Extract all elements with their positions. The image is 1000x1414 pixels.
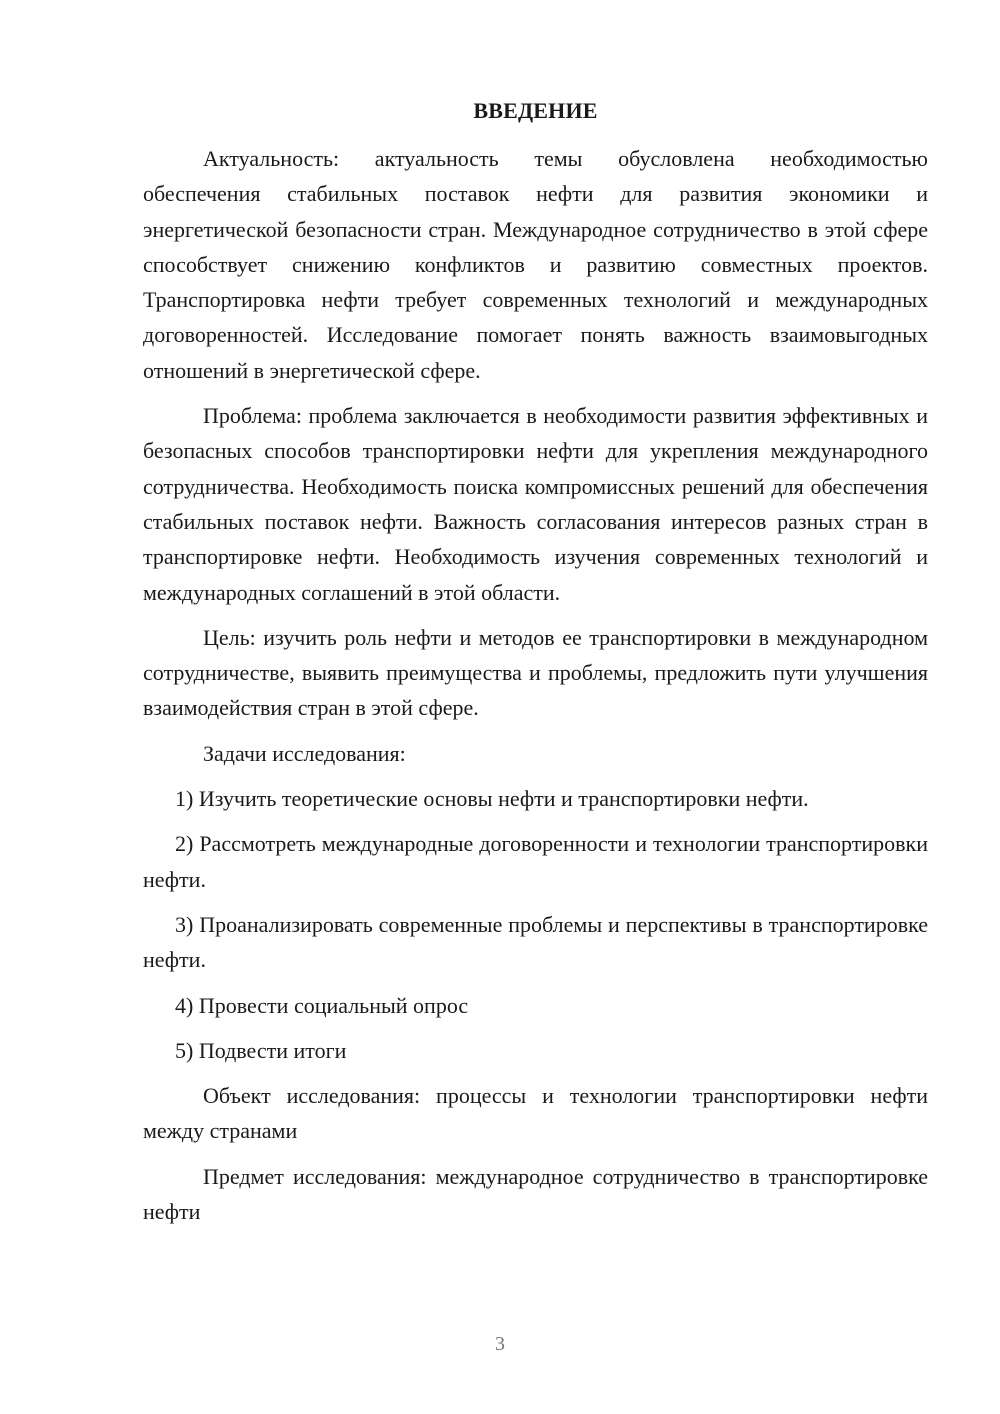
paragraph-goal: Цель: изучить роль нефти и методов ее транспортировки в международном сотрудничестве, выявить преимущества и проблемы, предложить пути улучшения взаимодействия стран в этой сфере. [143,624,928,721]
document-body [143,141,928,1239]
paragraph-subject: Предмет исследования: международное сотрудничество в транспортировке нефти [143,1163,928,1225]
task-item-1: 1) Изучить теоретические основы нефти и транспортировки нефти. [175,786,809,812]
task-item-4: 4) Провести социальный опрос [175,992,469,1018]
section-title: ВВЕДЕНИЕ [473,98,598,123]
tasks-heading: Задачи исследования: [203,740,406,766]
task-item-2: 2) Рассмотреть международные договоренности и технологии транспортировки нефти. [143,831,928,892]
document-page [143,0,928,1414]
paragraph-problem: Проблема: проблема заключается в необходимости развития эффективных и безопасных способов транспортировки нефти для укрепления международного сотрудничества. Необходимость поиска компромиссных решений для обеспечения стабильных поставок нефти. Важность согласования интересов разных стран в транспортировке нефти. Необходимость изучения современных технологий и международных соглашений в этой области. [143,403,928,605]
paragraph-relevance: Актуальность: актуальность темы обусловлена необходимостью обеспечения стабильных поставок нефти для развития экономики и энергетической безопасности стран. Международное сотрудничество в этой сфере способствует снижению конфликтов и развитию совместных проектов. Транспортировка нефти требует современных технологий и международных договоренностей. Исследование помогает понять важность взаимовыгодных отношений в энергетической сфере. [143,146,928,383]
page-number: 3 [495,1333,505,1355]
paragraph-object: Объект исследования: процессы и технологии транспортировки нефти между странами [143,1083,928,1144]
task-item-3: 3) Проанализировать современные проблемы и перспективы в транспортировке нефти. [143,911,928,973]
task-item-5: 5) Подвести итоги [175,1037,347,1063]
